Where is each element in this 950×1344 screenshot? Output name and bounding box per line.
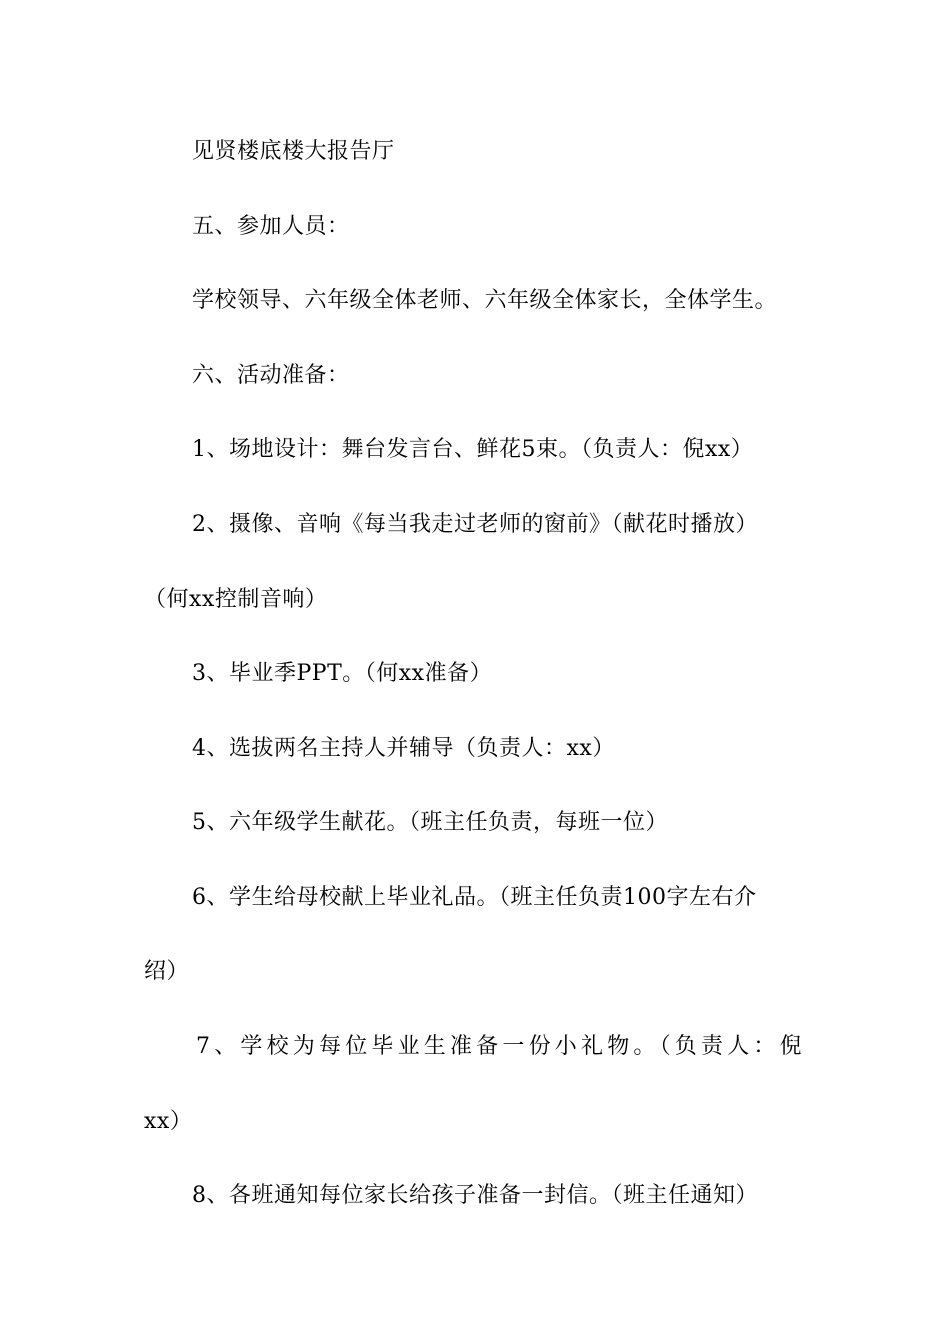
- list-item-8: 8、各班通知每位家长给孩子准备一封信。（班主任通知）: [192, 1183, 758, 1208]
- section-heading-participants: 五、参加人员：: [192, 214, 350, 239]
- list-item-6-continued: 绍）: [144, 959, 190, 984]
- list-item-7-continued: xx）: [144, 1109, 193, 1134]
- list-item-2: 2、摄像、音响《每当我走过老师的窗前》（献花时播放）: [192, 512, 758, 537]
- list-item-1: 1、场地设计：舞台发言台、鲜花5束。（负责人：倪xx）: [192, 437, 754, 462]
- list-item-3: 3、毕业季PPT。（何xx准备）: [192, 661, 493, 686]
- list-item-2-continued: （何xx控制音响）: [144, 587, 328, 612]
- section-heading-preparation: 六、活动准备：: [192, 363, 350, 388]
- list-item-6: 6、学生给母校献上毕业礼品。（班主任负责100字左右介: [192, 885, 757, 910]
- list-item-5: 5、六年级学生献花。（班主任负责，每班一位）: [192, 810, 668, 835]
- paragraph-participants: 学校领导、六年级全体老师、六年级全体家长，全体学生。: [192, 288, 778, 313]
- list-item-4: 4、选拔两名主持人并辅导（负责人：xx）: [192, 736, 615, 761]
- list-item-7: 7、学校为每位毕业生准备一份小礼物。（负责人：倪: [196, 1034, 806, 1059]
- paragraph-venue: 见贤楼底楼大报告厅: [192, 139, 395, 164]
